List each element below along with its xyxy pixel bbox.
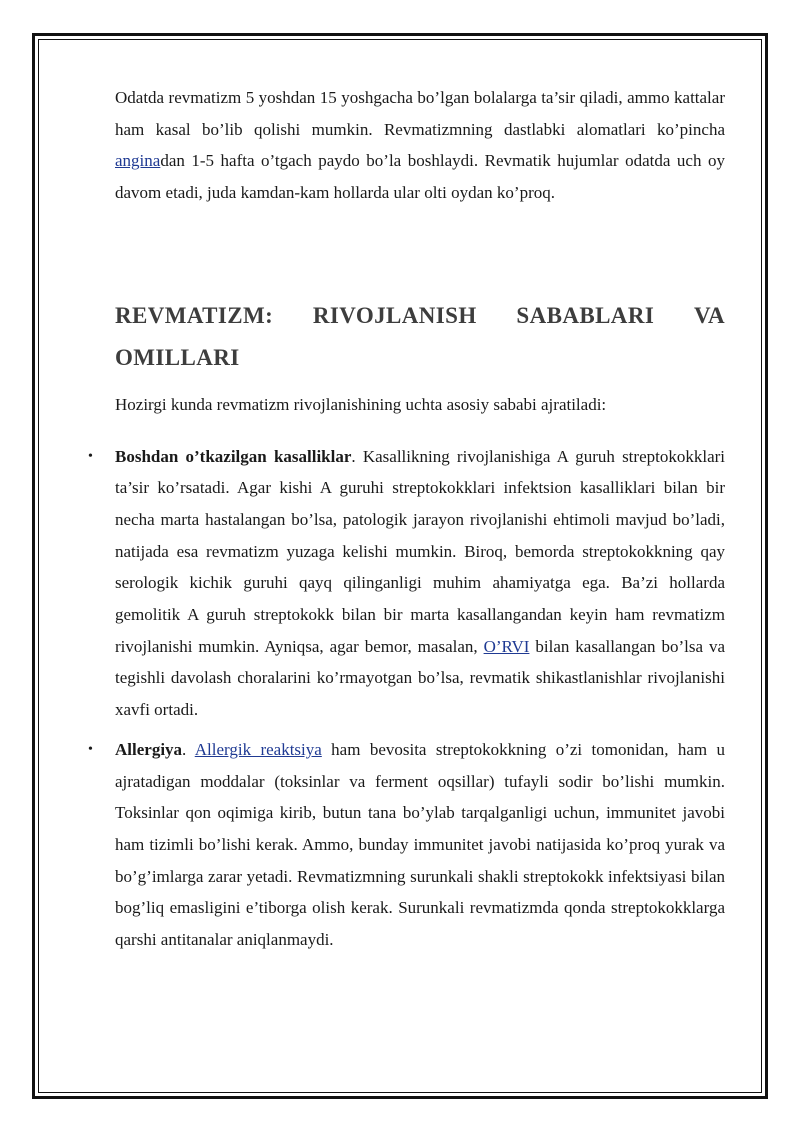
bullet-icon: • [88,741,93,757]
intro-text-1: Odatda revmatizm 5 yoshdan 15 yoshgacha bo’lgan bolalarga ta’sir qiladi, ammo kattalar ham kasal bo’lib qolishi mumkin. Revmatizmning dastlabki alomatlari ko’pincha [115,88,725,139]
item-text-2: ham bevosita streptokokkning o’zi tomonidan, ham u ajratadigan moddalar (toksinlar va ferment oqsillar) tufayli sodir bo’lishi mumkin. Toksinlar qon oqimiga kirib, butun tana bo’ylab tarqalganligi uchun, immunitet javobi ham tizimli bo’lishi kerak. Ammo, bunday immunitet javobi natijasida ko’proq yurak va bo’g’imlarga zarar yetadi. Revmatizmning surunkali shakli streptokokk infektsiyasi bilan bog’liq emasligini e’tiborga olish kerak. Surunkali revmatizmda qonda streptokokklarga qarshi antitanalar aniqlanmaydi. [115,739,725,950]
item-text-1: . Kasallikning rivojlanishiga A guruh streptokokklari ta’sir ko’rsatadi. Agar kishi A guruhi streptokokklari infektsion kasalliklari bilan bir necha marta hastalangan bo’lsa, patologik jarayon rivojlanishi ehtimoli mavjud bo’ladi, natijada esa revmatizm yuzaga kelishi mumkin. Biroq, bemorda streptokokkning qay serologik kichik guruhi qayq qilinganligi muhim ahamiyatga ega. Ba’zi hollarda gemolitik A guruh streptokokk bilan bir marta kasallangandan keyin ham revmatizm rivojlanishi mumkin. Ayniqsa, agar bemor, masalan, [115,446,725,656]
list-item [88,734,725,956]
list-item-text [115,734,725,956]
list-item-text [115,441,725,726]
section-heading-line2: OMILLARI [115,344,240,370]
bullet-icon: • [88,448,93,464]
document-body [88,82,725,964]
heading-word-1: REVMATIZM: [115,302,274,328]
item-bold-title: Boshdan o’tkazilgan kasalliklar [115,446,352,466]
list-item [88,441,725,726]
allergik-reaktsiya-link[interactable]: Allergik reaktsiya [194,739,322,759]
section-heading-line1 [115,295,725,337]
heading-word-4: VA [693,302,725,328]
item-bold-title: Allergiya [115,739,183,759]
angina-link[interactable]: angina [115,151,161,171]
intro-text-2: dan 1-5 hafta o’tgach paydo bo’la boshlaydi. Revmatik hujumlar odatda uch oy davom etadi, juda kamdan-kam hollarda ular olti oydan ko’proq. [115,151,725,203]
heading-word-2: RIVOJLANISH [312,302,477,328]
section-heading [115,295,725,379]
causes-intro: Hozirgi kunda revmatizm rivojlanishining uchta asosiy sababi ajratiladi: [115,394,607,414]
orvi-link[interactable]: O’RVI [483,636,530,656]
item-text-2: bilan kasallangan bo’lsa va tegishli davolash choralarini ko’rmayotgan bo’lsa, revmatik shikastlanishlar rivojlanishi xavfi ortadi. [115,636,725,720]
heading-word-3: SABABLARI [516,302,655,328]
item-text-1: . [182,739,195,759]
causes-list [88,441,725,956]
intro-paragraph [115,82,725,209]
